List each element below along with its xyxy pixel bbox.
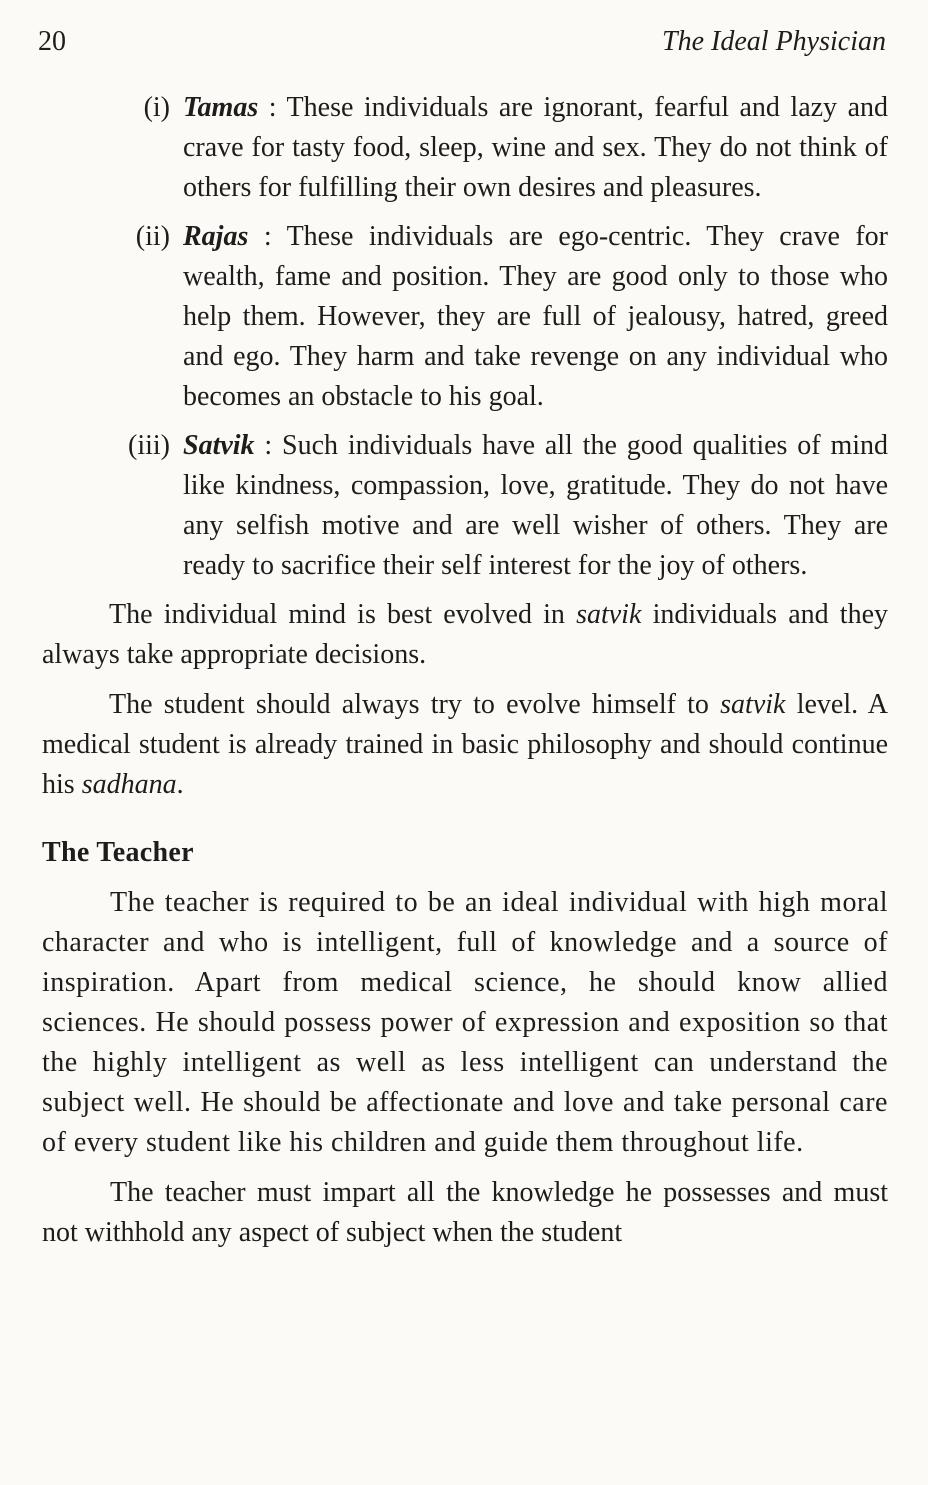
student-paragraph	[42, 685, 888, 805]
page-content	[42, 88, 888, 1253]
list-item	[42, 217, 888, 417]
page-number: 20	[38, 26, 66, 57]
list-item-text: Such individuals have all the good qualities of mind like kindness, compassion, love, gratitude. They do not have any selfish motive and are well wisher of others. They are ready to sacrifice their self interest for the joy of others.	[183, 430, 888, 581]
list-item-separator: :	[248, 221, 287, 252]
list-item-text: These individuals are ignorant, fearful and lazy and crave for tasty food, sleep, wine and sex. They do not think of others for fulfilling their own desires and pleasures.	[183, 92, 889, 203]
list-item	[42, 88, 888, 208]
paragraph-text: level. A medical student is already trained in basic philosophy and should continue his	[42, 689, 889, 800]
teacher-paragraph-continued: The teacher must impart all the knowledge he possesses and must not withhold any aspect of subject when the student	[42, 1177, 888, 1248]
list-item-separator: :	[254, 430, 283, 461]
temperament-list	[42, 88, 888, 586]
italic-term: satvik	[576, 599, 642, 630]
page-header	[0, 22, 928, 62]
list-item-number: (i)	[143, 92, 170, 123]
list-item	[42, 426, 888, 586]
list-item-term: Tamas	[183, 92, 259, 123]
paragraph-text: The individual mind is best evolved in	[109, 599, 577, 630]
list-item-term: Satvik	[183, 430, 255, 461]
list-item-number: (iii)	[128, 430, 170, 461]
section-heading: The Teacher	[42, 837, 194, 868]
paragraph-text: The student should always try to evolve himself to	[109, 689, 721, 720]
paragraph-text: individuals and they always take appropriate decisions.	[42, 599, 889, 670]
teacher-paragraph: The teacher is required to be an ideal individual with high moral character and who is intelligent, full of knowledge and a source of inspiration. Apart from medical science, he should know allied sciences. He should possess power of expression and exposition so that the highly intelligent as well as less intelligent can understand the subject well. He should be affectionate and love and take personal care of every student like his children and guide them throughout life.	[42, 887, 888, 1158]
paragraph-text: .	[176, 769, 184, 800]
italic-term: sadhana	[81, 769, 177, 800]
list-item-number: (ii)	[135, 221, 170, 252]
italic-term: satvik	[720, 689, 786, 720]
list-item-separator: :	[258, 92, 287, 123]
running-title: The Ideal Physician	[662, 26, 886, 57]
list-item-text: These individuals are ego-centric. They crave for wealth, fame and position. They are good only to those who help them. However, they are full of jealousy, hatred, greed and ego. They harm and take revenge on any individual who becomes an obstacle to his goal.	[183, 221, 888, 412]
list-item-term: Rajas	[183, 221, 249, 252]
satvik-paragraph	[42, 595, 888, 675]
